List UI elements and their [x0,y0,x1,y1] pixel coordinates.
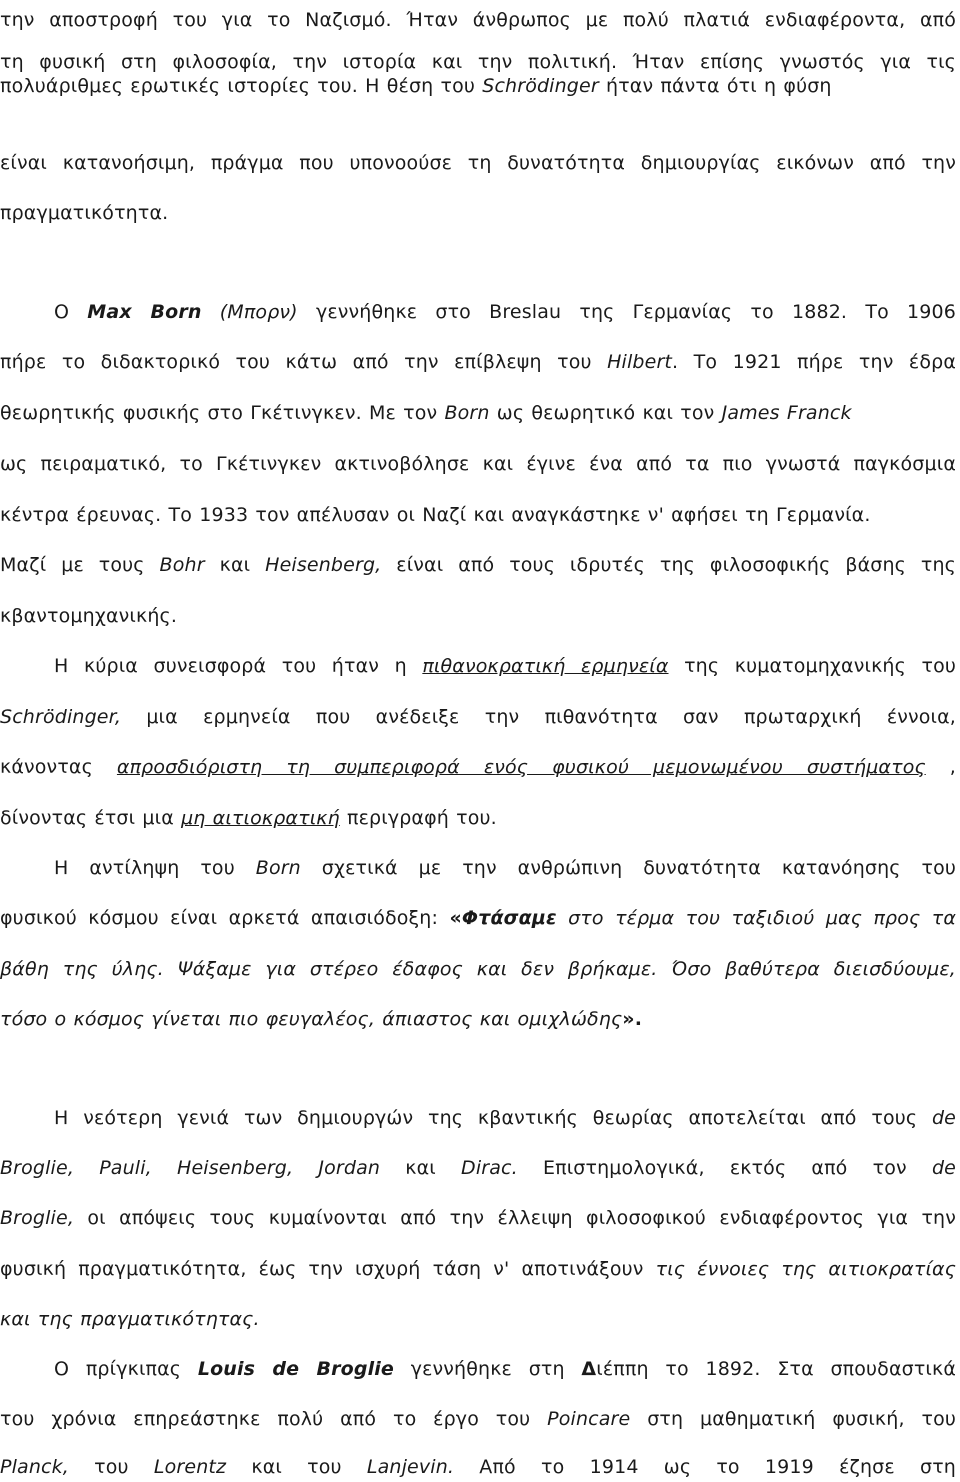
text-segment: κάνοντας [0,756,117,778]
text-segment: Η νεότερη γενιά των δημιουργών της κβαντικής θεωρίας αποτελείται από τους [54,1107,932,1129]
text-segment: τις έννοιες της αιτιοκρατίας [655,1258,956,1280]
text-line [0,1455,956,1479]
text-line [0,1257,956,1281]
text-segment: Lanjevin. [366,1456,455,1478]
text-line [0,1307,956,1331]
text-segment: ως πειραματικό, το Γκέτινγκεν ακτινοβόλησε και έγινε ένα από τα πιο γνωστά παγκόσμια [0,453,956,475]
text-segment: Max Born [87,301,202,323]
text-segment: τόσο ο κόσμος γίνεται πιο φευγαλέος, άπιαστος και ομιχλώδης [0,1008,623,1030]
text-segment: Μαζί με τους [0,554,160,576]
text-segment: γεννήθηκε στη [393,1358,582,1380]
text-segment: δίνοντας έτσι μια [0,807,182,829]
text-segment [202,301,220,323]
text-segment: στο τέρμα του ταξιδιού μας προς τα [556,907,956,929]
text-segment: James Franck [721,402,852,424]
text-segment: Louis de Broglie [197,1358,394,1380]
text-segment: ». [622,1008,643,1030]
text-segment: την αποστροφή του για το Ναζισμό. Ήταν άνθρωπος με πολύ πλατιά ενδιαφέροντα, από [0,9,956,31]
text-segment: Ο [54,301,88,323]
text-segment: θεωρητικής φυσικής στο Γκέτινγκεν. Με τον [0,402,445,424]
text-segment: Heisenberg, [265,554,382,576]
text-segment: σχετικά με την ανθρώπινη δυνατότητα κατανόησης του [300,857,956,879]
text-segment: της κυματομηχανικής του [668,655,956,677]
text-line [0,705,956,729]
text-segment: είναι κατανοήσιμη, πράγμα που υπονοούσε τη δυνατότητα δημιουργίας εικόνων από την [0,152,956,174]
text-segment: στη μαθηματική φυσική, του [630,1408,956,1430]
text-segment: τη φυσική στη φιλοσοφία, την ιστορία και την πολιτική. Ήταν επίσης γνωστός για τις [0,51,956,73]
text-segment: απροσδιόριστη τη συμπεριφορά ενός φυσικού μεμονωμένου συστήματος [116,756,926,778]
text-line [0,50,956,74]
text-segment: μια ερμηνεία που ανέδειξε την πιθανότητα σαν πρωταρχική έννοια, [121,706,956,728]
text-line [0,8,956,32]
text-segment: πραγματικότητα. [0,202,169,224]
text-segment: περιγραφή του. [339,807,497,829]
text-segment: Hilbert [607,351,673,373]
text-line [0,906,956,930]
text-line [0,503,956,527]
text-segment: κέντρα έρευνας. Το 1933 τον απέλυσαν οι Ναζί και αναγκάστηκε ν' αφήσει τη Γερμανία. [0,504,871,526]
text-segment: ιέππη το 1892. Στα σπουδαστικά [596,1358,957,1380]
text-segment: ως θεωρητικό και τον [489,402,722,424]
text-segment: « [449,907,462,929]
text-line [0,401,956,425]
text-segment: βάθη της ύλης. Ψάξαμε για στέρεο έδαφος και δεν βρήκαμε. Όσο βαθύτερα διεισδύουμε, [0,958,956,980]
text-segment: Schrödinger, [0,706,122,728]
text-segment: (Μπορν) [219,301,298,323]
text-segment: Η αντίληψη του [54,857,256,879]
text-segment: Bohr [159,554,205,576]
text-line [0,74,956,98]
text-segment: Φτάσαμε [461,907,557,929]
text-segment: Lorentz [153,1456,227,1478]
text-segment: και του [226,1456,367,1478]
text-line [0,350,956,374]
text-segment: και της πραγματικότητας. [0,1308,260,1330]
text-segment: πιθανοκρατική ερμηνεία [422,655,669,677]
text-segment: Η κύρια συνεισφορά του ήταν η [54,655,423,677]
text-line [0,1206,956,1230]
text-segment: Schrödinger [482,75,599,97]
text-segment: του χρόνια επηρεάστηκε πολύ από το έργο του [0,1408,548,1430]
text-segment: de [931,1157,957,1179]
text-line [0,1407,956,1431]
text-segment: είναι από τους ιδρυτές της φιλοσοφικής βάσης της [381,554,956,576]
text-segment: πολυάριθμες ερωτικές ιστορίες του. Η θέση του [0,75,483,97]
text-segment: πήρε το διδακτορικό του κάτω από την επίβλεψη του [0,351,608,373]
text-segment: Επιστημολογικά, εκτός από τον [517,1157,932,1179]
text-segment: και [204,554,266,576]
text-segment: Dirac. [461,1157,518,1179]
text-segment: Broglie, Pauli, Heisenberg, Jordan [0,1157,381,1179]
text-segment: ήταν πάντα ότι η φύση [598,75,832,97]
text-line [0,1106,956,1130]
text-segment: φυσική πραγματικότητα, έως την ισχυρή τάση ν' αποτινάξουν [0,1258,656,1280]
text-segment: κβαντομηχανικής. [0,605,178,627]
text-segment: οι απόψεις τους κυμαίνονται από την έλλειψη φιλοσοφικού ενδιαφέροντος για την [74,1207,956,1229]
text-line [0,957,956,981]
text-line [0,300,956,324]
text-line [0,201,956,225]
text-line [0,604,956,628]
text-line [0,452,956,476]
text-segment: γεννήθηκε στο Breslau της Γερμανίας το 1882. Το 1906 [297,301,956,323]
text-segment: Born [255,857,301,879]
text-line [0,1007,956,1031]
text-line [0,755,956,779]
text-line [0,1156,956,1180]
text-segment: Δ [581,1358,597,1380]
text-segment: Poincare [547,1408,631,1430]
text-line [0,151,956,175]
text-segment: φυσικού κόσμου είναι αρκετά απαισιόδοξη: [0,907,450,929]
text-segment: Από το 1914 ως το 1919 έζησε στη [454,1456,956,1478]
text-line [0,856,956,880]
text-line [0,806,956,830]
text-line [0,654,956,678]
text-segment: . Το 1921 πήρε την έδρα [672,351,956,373]
text-line [0,553,956,577]
text-segment: Born [444,402,490,424]
text-segment: Broglie, [0,1207,75,1229]
text-segment: Planck, [0,1456,69,1478]
text-segment: , [925,756,957,778]
text-line [0,1357,956,1381]
text-segment: του [68,1456,154,1478]
text-segment: Ο πρίγκιπας [54,1358,198,1380]
text-segment: μη αιτιοκρατική [181,807,340,829]
text-segment: και [380,1157,462,1179]
text-segment: de [931,1107,956,1129]
